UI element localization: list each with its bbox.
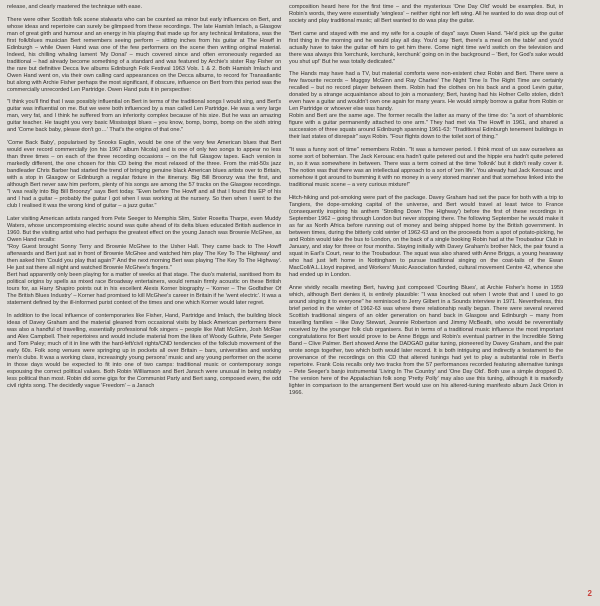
paragraph: In addition to the local influence of contemporaries like Fisher, Hand, Partridge and Imlach, the building block ideas of Davey Graham and the material gleaned from occasional visits by black American performers there was also a handful of travelling, essentially professional folk singers – people like Matt McGinn, Josh McRae and Alex Campbell. Their repertoires and would include material from the likes of Woody Guthrie, Pete Seeger and Tom Paley; much of it in line with the hard-left/civil rights/CND tendencies of the folkclub movement of the early 60s. Folk song venues were springing up in pockets all over Britain – bars, universities and working men's clubs. It was a working class, increasingly young persons' music and any young performer on the scene in those days would be expected to fit into one of two camps: traditional music or contemporary songs espousing the correct political values. Both Robin Williamson and Bert Jansch were unusual in being notably less political than most. Robin did some gigs for the Communist Party and Bert sang, composed even, the odd civil rights song. The decidedly vague 'Freedom' – a Jansch (7, 312, 282, 389)
paragraph: composition heard here for the first time – and the mysterious 'One Day Old' would be examples. But, in Robin's words, they were essentially 'wingless' – neither right nor left wing. All he wanted to do was drop out of society and play traditional music; all Bert wanted to do was play the guitar. (289, 4, 564, 25)
paragraph: Anne vividly recalls meeting Bert, having just composed 'Courting Blues', at Archie Fisher's home in 1959 which, although Bert denies it, is entirely plausible: "I was knocked out when I wrote that and I used to go around singing it to everyone" he reminisced to Jerry Gilbert in a Sounds interview in 1971. Nevertheless, this brief period in the winter of 1962-63 was where there relationship really began. There were several revered Scottish traditional singers of an older generation on hand back in Glasgow and Edinburgh – many from travelling families – like Davy Stewart, Jeannie Robertson and Jimmy McBeath, who would be reverentially received by the younger folk club organisers. But in terms of a traditional music influence the most important congratulations for Bert would prove to be Anne Briggs and Robin's eventual partner in the Incredible String Band – Clive Palmer. Bert showed Anne the DADGAD guitar tuning, pioneered by Davey Graham, and the pair wrote songs together, two which both would later record. It is both intriguing and indirectly a testament to the provenance of the recordings on this CD that altered tunings had yet to play a substantial role in Bert's repertoire. Frank Coia recalls only two tracks from the 57 performances recorded featuring alternative tunings – Pete Seeger's banjo instrumental 'Living In The Country' and 'One Day Old'. Both use a simple dropped D. The version here of the Appalachian folk song 'Pretty Polly' may also use this tuning, although it is markedly lighter in comparison to the arrangement Bert would use on his altered-tuning manifesto album Jack Orion in 1966. (289, 284, 564, 396)
paragraph: There were other Scottish folk scene stalwarts who can be counted as minor but early influences on Bert, and whose ideas and repertoire can surely be glimpsed from these recordings. The late Hamish Imlach, a Glasgow man of great girth and humour and an energy in his playing that made up for any technical limitations, was the first folk/blues musician Bert remembers seeing perform – sitting inches from his guitar at The Howff in Edinburgh – while Owen Hand was one of the few performers on the scene then writing original material. Indeed, his chilling whaling lament 'My Donal' – much covered since and often erroneously regarded as traditional – had already become something of a standard and was featured by Archie's sister Ray Fisher on the rare but definitive Decca live albums Edinburgh Folk Festival 1963 Vols. 1 & 2. Both Hamish Imlach and Owen Hand went on, via their own calling card appearances on the Decca albums, to record for Transatlantic but along with Archie Fisher perhaps the most significant, if obscure, influence on Bert from this period was the commercially unrecorded Len Partridge. Owen Hand puts it in perspective: (7, 16, 282, 93)
left-text-column (7, 4, 281, 395)
paragraph: The Hands may have had a TV, but material comforts were non-existent chez Robin and Bert. There were a few favourite records – Muggsy McGinn and Ray Charles' The Night Time Is The Right Time are certainly recalled – but no record player between them. Robin had the clothes on his back and a good Levin guitar, donated by a strange acquaintance about to join a monastery; Bert, having had his Hofner Cello stolen, didn't even have a guitar and wouldn't own one again for many years. He would simply borrow a guitar from Robin or Len Partridge or whoever else was handy. Robin and Bert are the same age. The former recalls the latter as many of the time do: "a sort of shamblonic figure with a guitar permanently attached to one arm." They had met via The Howff in 1961, and shared a succession of three squats around Edinburgh spanning 1961-63: "Traditional Edinburgh tenement buildings in their last states of disrepair" says Robin. "Four flights down to the toilet sort of thing." (289, 71, 564, 141)
paragraph: release, and clearly mastered the technique with ease. (7, 4, 143, 10)
paragraph: "It was a funny sort of time" remembers Robin. "It was a turnover period. I think most of us saw ourselves as some sort of bohemian. The Jack Kerouac era hadn't quite petered out and the hippie era hadn't quite petered in, so it was somewhere in between. There was a term coined at the time 'folknik' but it didn't really cover it. The notion was that there was an intellectual approach to a sort of 'zen life'. You already had Jack Kerouac and somehow it got around to bumming it with no money in a very stoned manner and that somehow linked into the traditional music scene – a very curious mixture!" (289, 147, 564, 189)
right-text-column (289, 4, 563, 402)
paragraph: Hitch-hiking and pot-smoking were part of the package. Davey Graham had set the pace for both with a trip to Tangiers, the dope-smoking capital of the universe, and Bert would travel at least twice to France (consequently inspiring his anthem 'Strolling Down The Highway') before the first of these recordings in September 1962 – going through London but never stopping there. The following September he would make it as far as North Africa before running out of money and being shipped home by the British government. In between times, during the bitterly cold winter of 1962-63 and on the proceeds from a spot of potato-picking, he and Robin would take the bus to London, on the back of a single booking Robin had at the Troubadour Club in January, and stay for three or four months. Staying initially with Davey Graham's brother Nick, the pair found a squat in Earl's Court, near to the Troubadour. The squat was also shared with Anne Briggs, a young hearaway who had just left home in Nottingham to pursue traditional singing on the coat-tails of the Ewan MacColl/A.L.Lloyd inspired, and Workers' Music Association funded, cultural movement Centre 42, whence she had ended up in London. (289, 194, 564, 278)
page-number: 2 (587, 589, 592, 598)
paragraph: 'Come Back Baby', popularised by Snooks Eaglin, would be one of the very few American blues that Bert would ever record commercially (on his 1967 album Nicola) and is one of only two songs to appear no less than three times – on each of the three recording occasions – on the full Glasgow tapes. Each version is markedly different, the one chosen for this CD being the most relaxed of the three. From the mid-50s jazz bandleader Chris Barber had started the trend of bringing genuine black American blues artists over to Britain, with a stop in Glasgow or Edinburgh a regular fixture in the itinerary. Big Bill Broonzy was the first, and although Bert never saw him perform, plenty of his songs are among the 57 tracks on the Glasgow recordings. "I was really into Big Bill Broonzy" says Bert today. "Even before The Howff and all that I found this EP of his and I had a guitar – probably the guitar I got when I was working at the nursery. So then when I went to the club I realised it was the wrong kind of guitar – a jazz guitar." (7, 140, 282, 210)
paragraph: "Bert came and stayed with me and my wife for a couple of days" says Owen Hand. "He'd pick up the guitar first thing in the morning and he would play all day. You'd say 'Bert, there's a meal on the table' and you'd actually have to take the guitar off him to get him there. Come night time we'd switch on the television and there was always this 'kerchunk, kerchunk, kerchunk' going on in the background – 'Bert, for God's sake would you shut up!' But he was totally dedicated." (289, 30, 564, 65)
paragraph: Later visiting American artists ranged from Pete Seeger to Memphis Slim, Sister Rosetta Tharpe, even Muddy Waters, whose uncompromising electric sound was quite ahead of its delta blues educated British audience in 1960. But the visiting artist who had perhaps the greatest effect on the young Jansch was Brownie McGhee, as Owen Hand recalls: "Roy Guest brought Sonny Terry and Brownie McGhee to the Usher Hall. They came back to The Howff afterwards and Bert just sat in front of Brownie McGhee and watched him play 'The Key To The Highway' and then asked him 'Could you play that again?' And the next morning Bert was playing 'The Key To The Highway'. He just sat there all night and watched Brownie McGhee's fingers." Bert had apparently only been playing for a matter of weeks at that stage. The duo's material, sanitised from its political origins by spells as mixed race Broadway entertainers, would remain firmly acoustic on these British tours for, as Harry Shapiro points out in his excellent Alexis Korner biography – 'Korner – The Godfather Of The British Blues Industry' – Korner had promised to kill McGhee's career in Britain if he 'went electric'. It was a statement defined by the ill-informed purist context of the times and one which Korner would later regret. (7, 215, 282, 306)
paragraph: "I think you'll find that I was possibly influential on Bert in terms of the traditional songs I would sing, and Bert's guitar was influential on me. But we were both influenced by a man called Len Partridge. He was a very large man, very fat, and I think he suffered from an inferiority complex because of his size. But he was an amazing guitar teacher. He taught you very basic Mississippi blues – you know, bomp, bomp, bomp on the sixth string and 'Come back baby, please don't go…' That's the origins of that one." (7, 99, 282, 134)
